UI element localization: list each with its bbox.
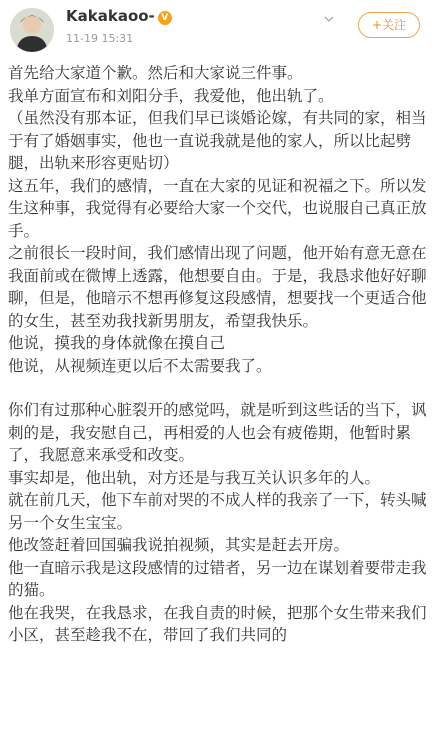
follow-button[interactable]: +关注 [358,12,420,38]
verified-badge-icon: V [158,11,172,25]
post-paragraph: 我单方面宣布和刘阳分手，我爱他，他出轨了。 [8,86,334,105]
post-paragraph: 他说，从视频连更以后不太需要我了。 [8,356,272,375]
avatar-image [10,8,54,52]
post-paragraph: 他改签赶着回国骗我说拍视频，其实是赶去开房。 [8,536,350,554]
username[interactable] [66,6,172,26]
avatar[interactable] [10,8,54,52]
post-header [0,0,438,56]
post-timestamp: 11-19 15:31 [66,32,134,45]
post-paragraph: 首先给大家道个歉。然后和大家说三件事。 [8,64,303,82]
paragraph-gap [8,377,432,399]
post-paragraph: 他一直暗示我是这段感情的过错者，另一边在谋划着要带走我的猫。 [8,558,427,599]
post-paragraph: 你们有过那种心脏裂开的感觉吗，就是听到这些话的当下，讽刺的是，我安慰自己，再相爱的人也会有疲倦期，他暂时累了，我愿意来承受和改变。 [8,401,427,464]
post-paragraph: 就在前几天，他下车前对哭的不成人样的我亲了一下，转头喊另一个女生宝宝。 [8,491,427,532]
username-text: Kakakaoo- [66,7,155,25]
post-paragraph: 他说，摸我的身体就像在摸自己 [8,334,226,352]
post-paragraph: 之前很长一段时间，我们感情出现了问题，他开始有意无意在我面前或在微博上透露，他想要自由。于是，我恳求他好好聊聊，但是，他暗示不想再修复这段感情，想要找一个更适合他的女生，甚至劝我找新男朋友，希望我快乐。 [8,244,427,330]
post-paragraph: 这五年，我们的感情，一直在大家的见证和祝福之下。所以发生这种事，我觉得有必要给大家一个交代，也说服自己真正放手。 [8,176,427,240]
post-body [8,62,432,647]
post-paragraph: （虽然没有那本证，但我们早已谈婚论嫁，有共同的家，相当于有了婚姻事实，他也一直说我就是他的家人，所以比起劈腿，出轨来形容更贴切） [8,109,427,172]
chevron-down-icon[interactable] [322,12,336,26]
post-paragraph: 事实却是，他出轨，对方还是与我互关认识多年的人。 [8,468,381,487]
post-paragraph: 他在我哭，在我恳求，在我自责的时候，把那个女生带来我们小区，甚至趁我不在，带回了我们共同的 [8,603,427,644]
